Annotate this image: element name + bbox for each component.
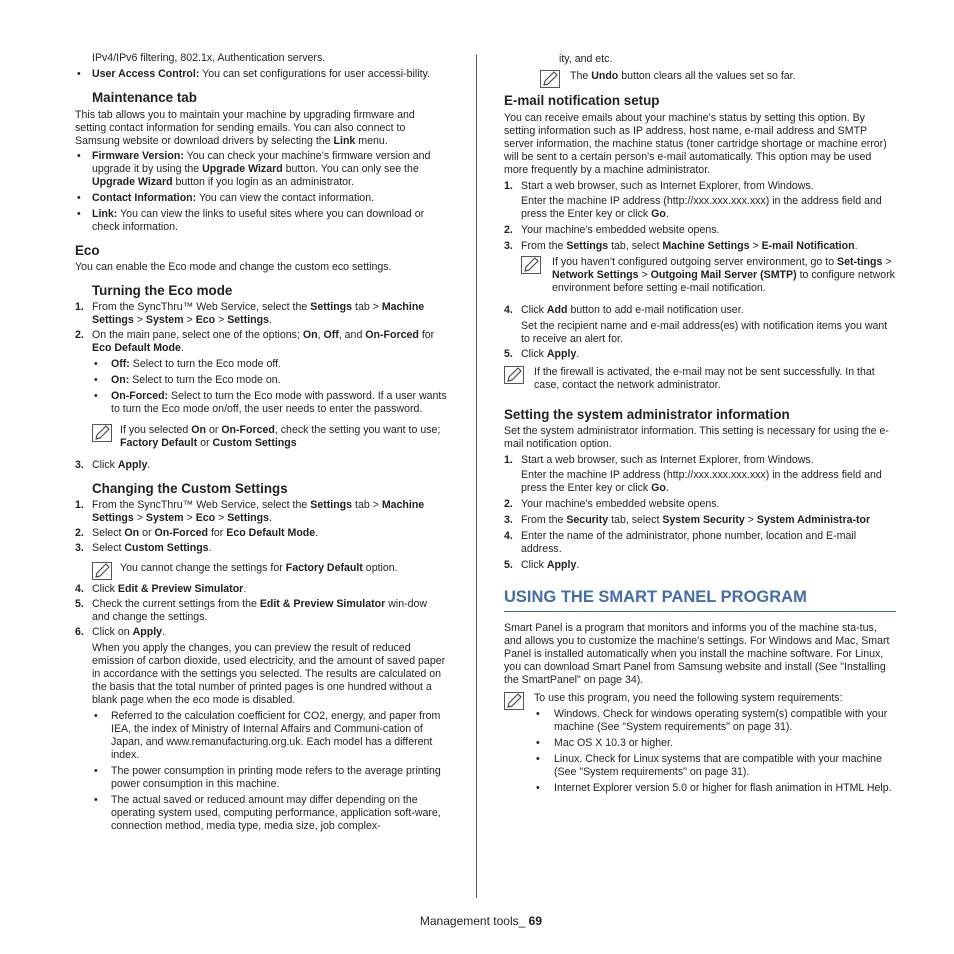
text: Enter the machine IP address (http://xxx.xxx.xxx.xxx) in the address field and press the Enter key or click Go. bbox=[521, 195, 882, 220]
list-item: 5. Click Apply. bbox=[504, 348, 580, 360]
list-item: 1. From the SyncThru™ Web Service, select the Settings tab > Machine Settings > System > Eco > Settings. bbox=[75, 301, 425, 326]
list-item: • The power consumption in printing mode refers to the average printing power consumption in this machine. bbox=[75, 765, 447, 791]
heading-maintenance-tab: Maintenance tab bbox=[92, 90, 197, 105]
footer-section: Management tools_ bbox=[419, 914, 526, 928]
heading-system-administrator: Setting the system administrator information bbox=[504, 407, 790, 422]
list-item: 4. Click Edit & Preview Simulator. bbox=[75, 583, 247, 595]
note bbox=[504, 692, 896, 795]
list-item: • User Access Control: You can set configurations for user accessi-bility. bbox=[75, 68, 447, 81]
list-item: 4. Enter the name of the administrator, phone number, location and E-mail address. bbox=[504, 530, 857, 555]
heading-email-notification: E-mail notification setup bbox=[504, 93, 660, 108]
page-number: 69 bbox=[528, 914, 542, 928]
list-item: 5. Check the current settings from the Edit & Preview Simulator win-dow and change the settings. bbox=[75, 598, 428, 623]
note bbox=[92, 562, 447, 575]
note-pencil-icon bbox=[92, 562, 112, 580]
list-item: • The actual saved or reduced amount may differ depending on the operating system used, computing performance, application soft-ware, connection method, media type, media size, job complex- bbox=[75, 794, 447, 833]
list-item: • Off: Select to turn the Eco mode off. bbox=[75, 358, 447, 371]
list-item: • On-Forced: Select to turn the Eco mode with password. If a user wants to turn the Eco mode on/off, the user needs to enter the password. bbox=[75, 390, 447, 416]
text: IPv4/IPv6 filtering, 802.1x, Authentication servers. bbox=[92, 52, 326, 64]
list-item: 6. Click on Apply. bbox=[75, 626, 166, 638]
note-pencil-icon bbox=[521, 256, 541, 274]
note-text: If the firewall is activated, the e-mail may not be sent successfully. In that case, contact the network administrator. bbox=[534, 366, 875, 391]
note bbox=[92, 424, 447, 450]
list-item: • Linux. Check for Linux systems that are compatible with your machine (See "System requirements" on page 31). bbox=[534, 753, 896, 779]
note-pencil-icon bbox=[92, 424, 112, 442]
list-item: 5. Click Apply. bbox=[504, 559, 580, 571]
page-footer bbox=[420, 913, 542, 929]
paragraph: You can enable the Eco mode and change the custom eco settings. bbox=[75, 261, 392, 273]
paragraph: Set the system administrator information. This setting is necessary for using the e-mail notification option. bbox=[504, 425, 889, 450]
paragraph: This tab allows you to maintain your machine by upgrading firmware and setting contact information for sending emails. You can also connect to Samsung website or download drivers by selecting the Link menu. bbox=[75, 109, 415, 147]
list-item: 2. Your machine’s embedded website opens. bbox=[504, 498, 720, 510]
list-item: 3. From the Security tab, select System Security > System Administra-tor bbox=[504, 514, 871, 526]
section-title-smart-panel: USING THE SMART PANEL PROGRAM bbox=[504, 587, 896, 612]
list-item: 2. Select On or On-Forced for Eco Default Mode. bbox=[75, 527, 319, 539]
text: ity, and etc. bbox=[559, 53, 613, 65]
right-column bbox=[504, 52, 896, 795]
list-item: 3. Select Custom Settings. bbox=[75, 542, 212, 554]
note-text: You cannot change the settings for Factory Default option. bbox=[120, 562, 398, 574]
note bbox=[521, 256, 896, 295]
list-item: • Link: You can view the links to useful sites where you can download or check information. bbox=[75, 208, 447, 234]
note bbox=[504, 366, 896, 392]
list-item: 2. On the main pane, select one of the options; On, Off, and On-Forced for Eco Default Mode. bbox=[75, 329, 435, 354]
note-pencil-icon bbox=[504, 692, 524, 710]
paragraph: You can receive emails about your machine’s status by setting this option. By setting information such as IP address, host name, e-mail address and SMTP server information, the machine status (toner cartridge shortage or machine error) will be sent to a certain person's e-mail automatically. This option may be used more frequently by a machine administrator. bbox=[504, 112, 887, 176]
list-item: 1. Start a web browser, such as Internet Explorer, from Windows. bbox=[504, 454, 814, 466]
heading-changing-custom-settings: Changing the Custom Settings bbox=[92, 481, 288, 496]
left-column bbox=[75, 52, 447, 833]
list-item: 3. Click Apply. bbox=[75, 459, 151, 471]
note-text: If you selected On or On-Forced, check the setting you want to use; Factory Default or Custom Settings bbox=[120, 424, 441, 449]
column-divider bbox=[476, 55, 477, 898]
paragraph: Smart Panel is a program that monitors and informs you of the machine sta-tus, and allows you to customize the machine’s settings. For Windows and Mac, Smart Panel is installed automatically when you install the machine software. For Linux, you can download Smart Panel from Samsung website and install (See "Installing the SmartPanel" on page 34). bbox=[504, 622, 890, 686]
list-item: • On: Select to turn the Eco mode on. bbox=[75, 374, 447, 387]
list-item: 1. Start a web browser, such as Internet Explorer, from Windows. bbox=[504, 180, 814, 192]
list-item: • Contact Information: You can view the contact information. bbox=[75, 192, 447, 205]
note bbox=[540, 70, 896, 83]
list-item: • Windows. Check for windows operating system(s) compatible with your machine (See "System requirements" on page 31). bbox=[534, 708, 896, 734]
list-item: 2. Your machine’s embedded website opens. bbox=[504, 224, 720, 236]
note-text: The Undo button clears all the values set so far. bbox=[570, 70, 796, 82]
list-item: • Referred to the calculation coefficient for CO2, energy, and paper from IEA, the index of Ministry of Internal Affairs and Communi-cation of Japan, and www.remanufacturing.org.uk. Each model has a different index. bbox=[75, 710, 447, 762]
note-text: To use this program, you need the following system requirements: bbox=[534, 692, 843, 704]
list-item: 3. From the Settings tab, select Machine Settings > E-mail Notification. bbox=[504, 240, 858, 252]
heading-turning-eco-mode: Turning the Eco mode bbox=[92, 283, 233, 298]
list-item: • Firmware Version: You can check your machine’s firmware version and upgrade it by using the Upgrade Wizard button. You can only see the Upgrade Wizard button if you login as an administrator. bbox=[75, 150, 447, 189]
list-item: • Internet Explorer version 5.0 or higher for flash animation in HTML Help. bbox=[534, 782, 896, 795]
list-item: 4. Click Add button to add e-mail notification user. bbox=[504, 304, 744, 316]
list-item: 1. From the SyncThru™ Web Service, select the Settings tab > Machine Settings > System > Eco > Settings. bbox=[75, 499, 425, 524]
text: Enter the machine IP address (http://xxx.xxx.xxx.xxx) in the address field and press the Enter key or click Go. bbox=[521, 469, 882, 494]
note-text: If you haven’t configured outgoing server environment, go to Set-tings > Network Settings > Outgoing Mail Server (SMTP) to configure network environment before setting e-mail notification. bbox=[552, 256, 895, 294]
text: Set the recipient name and e-mail address(es) with notification items you want to receive an alert for. bbox=[521, 320, 888, 345]
note-pencil-icon bbox=[504, 366, 524, 384]
note-pencil-icon bbox=[540, 70, 560, 88]
list-item: • Mac OS X 10.3 or higher. bbox=[534, 737, 896, 750]
paragraph: When you apply the changes, you can preview the result of reduced emission of carbon dioxide, used electricity, and the amount of saved paper in accordance with the settings you selected. The results are calculated on the basis that the total number of printed pages is one hundred without a blank page when the eco mode is disabled. bbox=[92, 642, 446, 706]
heading-eco: Eco bbox=[75, 243, 100, 258]
